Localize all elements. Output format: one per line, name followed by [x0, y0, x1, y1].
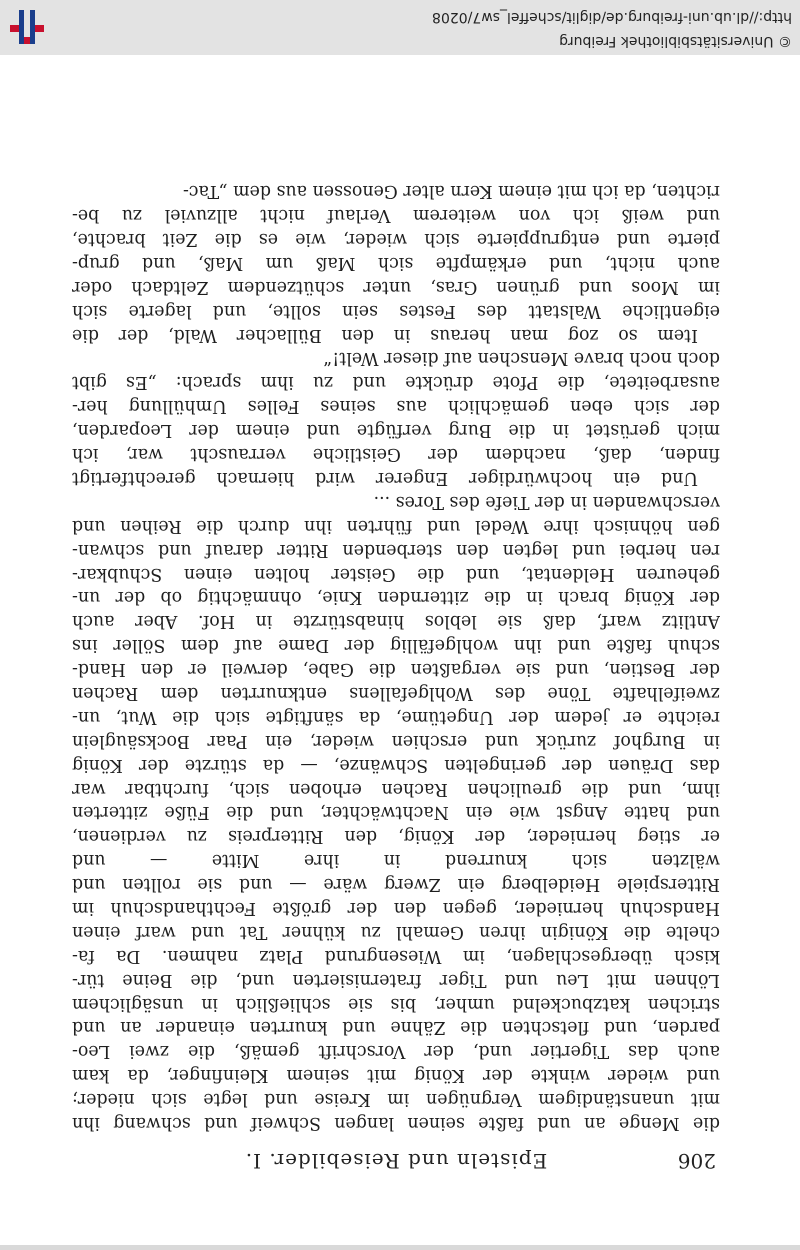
text-line: Antlitz warf, daß sie leblos hinabstürzte in Hof. Aber auch [72, 611, 720, 632]
scanned-page [0, 55, 800, 1245]
text-line: reichte er jedem der Ungetüme, da sänftigte sich die Wut, un- [72, 706, 720, 727]
text-line: im Moos und grünen Gras, unter schützendem Zeltdach oder [72, 276, 720, 297]
source-url[interactable]: http://dl.ub.uni-freiburg.de/diglit/scheffel_sw7/0208 [432, 9, 792, 25]
text-line: parden, und fletschten die Zähne und knurrten einander an und [72, 1017, 720, 1038]
running-head: Episteln und Reisebilder. I. [244, 1149, 548, 1173]
text-line: ausarbeitete, die Pfote drückte und zu ihm sprach: „Es gibt [72, 372, 720, 393]
page-number: 206 [677, 1149, 716, 1173]
text-line: eigentliche Walstatt des Festes sein sollte, und lagerte sich [72, 300, 720, 321]
text-line: der König brach in die zitternden Knie, ohnmächtig ob der un- [72, 587, 720, 608]
viewer-header [0, 0, 800, 55]
text-line: mich gerüstet in die Burg verfügte und einem der Leoparden, [72, 420, 720, 441]
text-line: finden, daß, nachdem der Geistliche verrauscht war, ich [72, 444, 720, 465]
text-line: er stieg hernieder, der König, den Ritterpreis zu verdienen, [72, 826, 720, 847]
text-line: der sich eben gemächlich aus seines Felles Umhüllung her- [72, 396, 720, 417]
text-line: doch noch brave Menschen auf dieser Welt!“ [323, 348, 720, 369]
text-line: auch nicht, und erkämpfte sich Maß um Maß, und grup- [72, 252, 720, 273]
text-line: richten, da ich mit einem Kern alter Genossen aus dem „Tac- [182, 181, 720, 202]
text-line: der Bestien, und sie vergaßten die Gabe, derweil er den Hand- [72, 659, 720, 680]
text-line: ihm, und die greulichen Rachen erhoben sich, furchtbar war [72, 778, 720, 799]
text-line: in Burghof zurück und erschien wieder, ein Paar Bocksäuglein [72, 730, 720, 751]
text-line: geheuren Heldentat, und die Geister holten einen Schubkar- [72, 563, 720, 584]
text-line: Ritterspiele Heidelberg ein Zwerg wäre — und sie rollten und [72, 874, 720, 895]
text-line: Item so zog man heraus in den Büllacher Wald, der die [72, 324, 698, 345]
text-line: strichen katzbuckelnd umher, bis sie schließlich in unsäglichem [72, 993, 720, 1014]
library-logo-icon [8, 8, 46, 46]
text-line: Löhnen mit Leu und Tiger fraternisierten und, die Beine tür- [72, 969, 720, 990]
text-line: gen höhnisch ihre Wedel und führten ihn durch die Reihen und [72, 515, 720, 536]
text-line: Und ein hochwürdiger Engerer wird hiernach gerechtfertigt [72, 467, 698, 488]
text-line: zweifelhafte Töne des Wohlgefallens entknurrten dem Rachen [72, 682, 720, 703]
text-line: und hatte Angst wie ein Nachtwächter, und die Füße zitterten [72, 802, 720, 823]
text-line: schuh faßte und ihn wohlgefällig der Dame auf dem Söller ins [72, 635, 720, 656]
page-header [76, 1147, 716, 1173]
text-line: ren herbei und legten den sterbenden Ritter darauf und schwan- [72, 539, 720, 560]
text-line: und weiß ich von weiterem Verlauf nicht allzuviel zu be- [72, 205, 720, 226]
text-line: das Dräuen der geringelten Schwänze, — da stürzte der König [72, 754, 720, 775]
text-line: pierte und entgruppierte sich wieder, wie es die Zeit brachte, [72, 229, 720, 250]
text-line: mit unanständigem Vergnügen im Kreise und legte sich nieder; [72, 1089, 720, 1110]
copyright-notice: © Universitätsbibliothek Freiburg [559, 33, 792, 49]
text-line: und wieder winkte der König mit seinem Kleinfinger, da kam [72, 1065, 720, 1086]
page-body [72, 178, 720, 1134]
text-line: auch das Tigertier und, der Vorschrift gemäß, die zwei Leo- [72, 1041, 720, 1062]
bottom-scrollbar[interactable] [0, 1245, 800, 1250]
text-line: Handschuh hernieder, gegen den der größte Fechthandschuh im [72, 897, 720, 918]
text-line: wälzten sich knurrend in ihre Mitte — und [72, 850, 720, 871]
text-line: kisch übergeschlagen, im Wiesengrund Platz nahmen. Da fa- [72, 945, 720, 966]
text-line: die Menge an und faßte seinen langen Schweif und schwang ihn [72, 1113, 720, 1133]
text-line: verschwanden in der Tiefe des Tores ... [373, 491, 720, 512]
text-line: chelte die Königin ihren Gemahl zu kühner Tat und warf einen [72, 921, 720, 942]
